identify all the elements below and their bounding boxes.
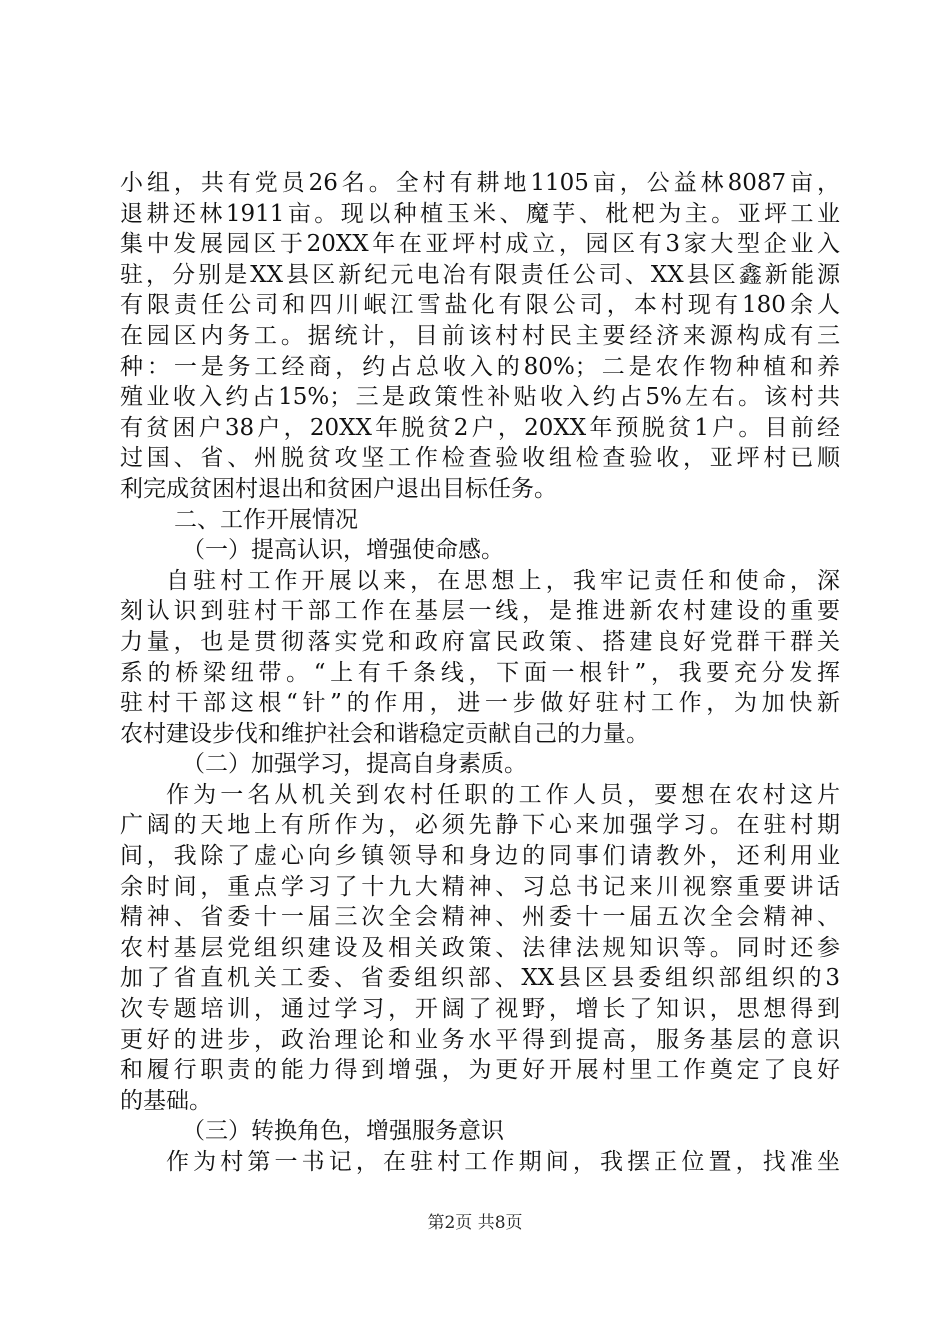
paragraph-line: 作为村第一书记，在驻村工作期间，我摆正位置，找准坐	[166, 1149, 840, 1175]
paragraph-line: 驻村干部这根“针”的作用，进一步做好驻村工作，为加快新	[120, 690, 840, 717]
paragraph-line: 退耕还林1911亩。现以种植玉米、魔芋、枇杷为主。亚坪工业	[120, 200, 840, 227]
subsection-heading: （二）加强学习，提高自身素质。	[182, 751, 527, 778]
paragraph-line: 刻认识到驻村干部工作在基层一线，是推进新农村建设的重要	[120, 598, 840, 625]
paragraph-line: 系的桥梁纽带。“上有千条线，下面一根针”，我要充分发挥	[120, 659, 840, 686]
paragraph-line: 力量，也是贯彻落实党和政府富民政策、搭建良好党群干群关	[120, 628, 840, 655]
paragraph-line: 的基础。	[120, 1087, 212, 1114]
paragraph-line: 有限责任公司和四川岷江雪盐化有限公司，本村现有180余人	[120, 292, 840, 319]
subsection-heading: （一）提高认识，增强使命感。	[182, 537, 504, 564]
paragraph-line: 过国、省、州脱贫攻坚工作检查验收组检查验收，亚坪村已顺	[120, 445, 840, 472]
paragraph-line: 集中发展园区于20XX年在亚坪村成立，园区有3家大型企业入	[120, 231, 840, 258]
paragraph-line: 殖业收入约占15%；三是政策性补贴收入约占5%左右。该村共	[120, 384, 840, 411]
paragraph-line: 驻，分别是XX县区新纪元电冶有限责任公司、XX县区鑫新能源	[120, 261, 840, 288]
paragraph-line: 有贫困户38户，20XX年脱贫2户，20XX年预脱贫1户。目前经	[120, 414, 840, 441]
document-body	[120, 168, 840, 1178]
paragraph-line: 农村基层党组织建设及相关政策、法律法规知识等。同时还参	[120, 934, 840, 961]
paragraph-line: 余时间，重点学习了十九大精神、习总书记来川视察重要讲话	[120, 873, 840, 900]
paragraph-line: 次专题培训，通过学习，开阔了视野，增长了知识，思想得到	[120, 996, 840, 1023]
paragraph-line: 小组，共有党员26名。全村有耕地1105亩，公益林8087亩，	[120, 170, 840, 196]
subsection-heading: （三）转换角色，增强服务意识	[182, 1118, 504, 1145]
paragraph-line: 精神、省委十一届三次全会精神、州委十一届五次全会精神、	[120, 904, 840, 931]
paragraph-line: 更好的进步，政治理论和业务水平得到提高，服务基层的意识	[120, 1026, 840, 1053]
paragraph-line: 和履行职责的能力得到增强，为更好开展村里工作奠定了良好	[120, 1057, 840, 1084]
paragraph-line: 间，我除了虚心向乡镇领导和身边的同事们请教外，还利用业	[120, 843, 840, 870]
section-heading: 二、工作开展情况	[174, 506, 358, 533]
paragraph-line: 自驻村工作开展以来，在思想上，我牢记责任和使命，深	[166, 567, 840, 594]
page-number-footer: 第2页 共8页	[427, 1213, 523, 1233]
paragraph-line: 作为一名从机关到农村任职的工作人员，要想在农村这片	[166, 781, 840, 808]
paragraph-line: 广阔的天地上有所作为，必须先静下心来加强学习。在驻村期	[120, 812, 840, 839]
paragraph-line: 加了省直机关工委、省委组织部、XX县区县委组织部组织的3	[120, 965, 840, 992]
paragraph-line: 种：一是务工经商，约占总收入的80%；二是农作物种植和养	[120, 353, 840, 380]
paragraph-line: 在园区内务工。据统计，目前该村村民主要经济来源构成有三	[120, 322, 840, 349]
paragraph-line: 利完成贫困村退出和贫困户退出目标任务。	[120, 475, 557, 502]
paragraph-line: 农村建设步伐和维护社会和谐稳定贡献自己的力量。	[120, 720, 649, 747]
